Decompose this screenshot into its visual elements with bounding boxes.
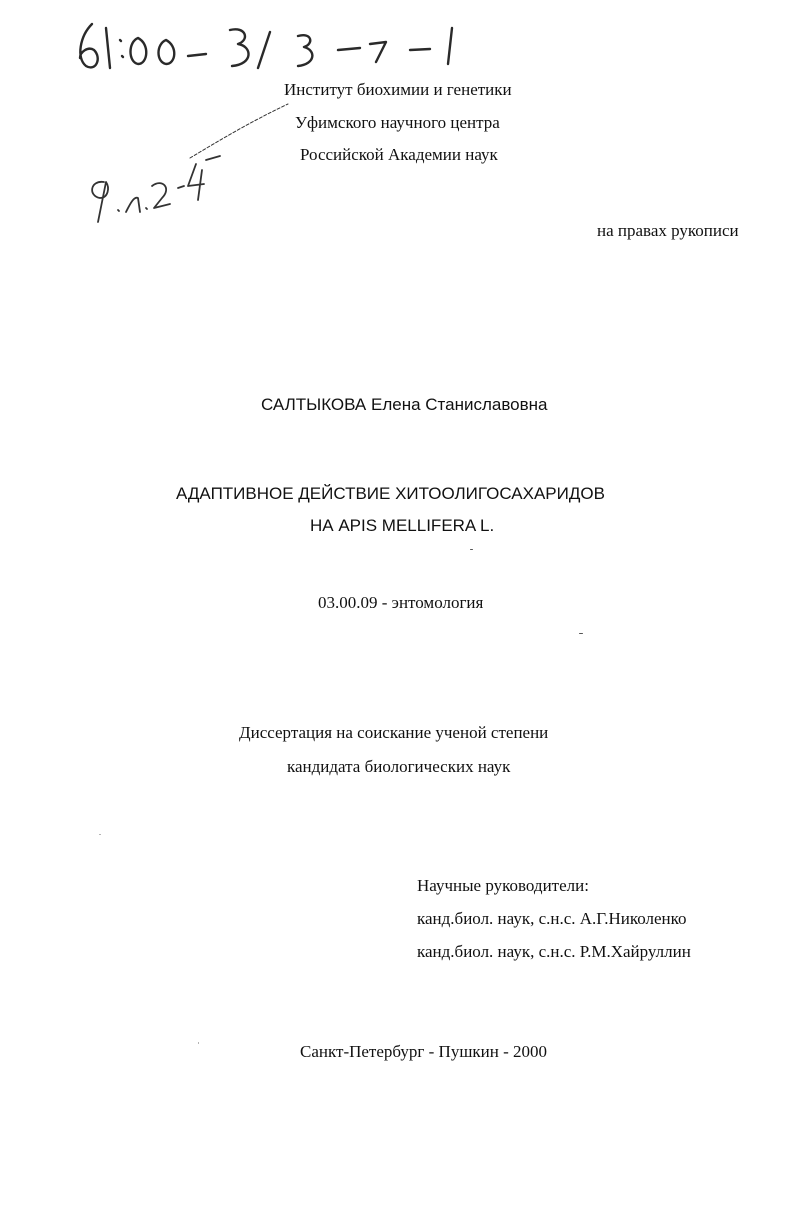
specialty-code: 03.00.09 - энтомология <box>318 593 484 612</box>
dissertation-title-line-2: НА APIS MELLIFERA L. <box>310 516 495 535</box>
degree-line-1: Диссертация на соискание ученой степени <box>239 723 549 742</box>
author-name: САЛТЫКОВА Елена Станиславовна <box>261 395 548 414</box>
scan-speck <box>99 834 101 835</box>
handwritten-archive-number <box>70 14 470 76</box>
supervisor-2: канд.биол. наук, с.н.с. Р.М.Хайруллин <box>417 942 691 961</box>
scan-speck <box>198 1042 199 1044</box>
institution-line-2: Уфимского научного центра <box>295 113 500 132</box>
supervisors-heading: Научные руководители: <box>417 876 589 895</box>
dissertation-title-line-1: АДАПТИВНОЕ ДЕЙСТВИЕ ХИТООЛИГОСАХАРИДОВ <box>176 484 605 503</box>
place-and-year: Санкт-Петербург - Пушкин - 2000 <box>300 1042 548 1061</box>
degree-line-2: кандидата биологических наук <box>287 757 511 776</box>
scan-speck <box>579 633 583 634</box>
handwritten-note <box>80 100 300 230</box>
scan-speck <box>470 549 473 550</box>
institution-line-3: Российской Академии наук <box>300 145 498 164</box>
institution-line-1: Институт биохимии и генетики <box>284 80 512 99</box>
supervisor-1: канд.биол. наук, с.н.с. А.Г.Николенко <box>417 909 687 928</box>
manuscript-note: на правах рукописи <box>597 221 739 240</box>
